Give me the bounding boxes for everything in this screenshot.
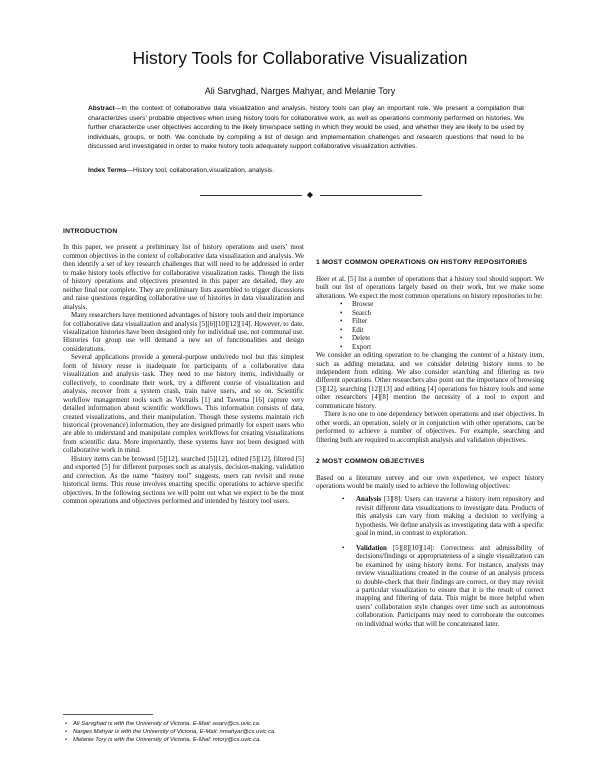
objective-name: Validation <box>356 543 387 552</box>
objective-text: [3][8]: Users can traverse a history item repository and revisit different data visualizations to investigate data. Products of this analysis can vary from making a decision to verifying a hypothesis. We define analysis as investigating data with a specific goal in mind, in contrast to exploration. <box>356 495 544 538</box>
diamond-icon: ◆ <box>306 190 314 199</box>
section-divider <box>200 190 422 200</box>
objective-name: Analysis <box>356 495 382 504</box>
intro-paragraph-3: Several applications provide a general-purpose undo/redo tool but this simplest form of history reuse is inadequate for participants of a collaborative data visualization and analysis task. They need to use history items, individually or collectively, to coordinate their work, try a different course of visualization and analysis, recover from a system crash, train naive users, and so on. Scientific workflow management tools such as Vistrails [1] and Taverna [16] capture very detailed information about scientific workflows. This information consists of data, created visualizations, and their manipulation. Though these systems maintain rich historical (provenance) information, they are designed primarily for expert users who are able to understand and manipulate complex workflows for creating visualizations from scientific data. More importantly, these systems have not been designed with collaborative work in mind. <box>63 353 304 455</box>
list-item: • Filter <box>316 317 544 325</box>
section2-intro: Based on a literature survey and our own experience, we expect history operations would be mainly used to achieve the following objectives: <box>316 473 544 490</box>
index-terms <box>88 166 524 176</box>
section2-heading: 2 MOST COMMON OBJECTIVES <box>316 458 425 466</box>
divider-line-right <box>320 195 422 196</box>
objectives-list <box>316 495 544 628</box>
footnotes <box>63 720 304 744</box>
divider-line-left <box>200 195 302 196</box>
list-item: • Edit <box>316 326 544 334</box>
list-item: • Browse <box>316 300 544 308</box>
intro-heading: INTRODUCTION <box>63 228 118 235</box>
author-list: Ali Sarvghad, Narges Mahyar, and Melanie Tory <box>204 86 396 96</box>
footnote-3: • Melanie Tory is with the University of Victoria, E-Mail: mtory@cs.uvic.ca. <box>63 736 304 744</box>
objective-text: [5][8][10][14]: Correctness and admissibility of decisions/findings or appropriateness of a single visualization can be examined by using history items. For instance, analysts may review visualizations created in the course of an analysis process to double-check that their findings are correct, or they may revisit a particular visualization to ensure that it is the result of correct mapping and filtering of data. This might be more helpful when users’ collaboration style changes over time such as autonomous collaboration. Participants may need to corroborate the outcomes on individual works that will be concatenated later. <box>356 543 544 628</box>
intro-paragraph-1: In this paper, we present a preliminary list of history operations and users’ most common objectives in the context of collaborative data visualization and analysis. We then identify a set of key research challenges that will need to be addressed in order to make history tools effective for collaborative visualization tasks. Though the lists of history operations and objectives presented in this paper are detailed, they are neither final nor complete. They are preliminary lists assembled to trigger discussions and raise questions regarding collaborative use of histories in data visualization and analysis. <box>63 243 304 311</box>
intro-paragraph-2: Many researchers have mentioned advantages of history tools and their importance for collaborative data visualization and analysis [5][6][10][12][14]. However, to date, visualization histories have been designed only for individual use, not communal use. Histories for group use will demand a new set of functionalities and design considerations. <box>63 311 304 353</box>
abstract <box>88 104 524 152</box>
paper-title: History Tools for Collaborative Visualization <box>132 48 468 68</box>
section1-paragraph-3: There is no one to one dependency between operations and user objectives. In other words, an operation, solely or in conjunction with other operations, can be performed to achieve a number of objectives. For example, searching and filtering both are required to accomplish analysis and validation objectives. <box>316 410 544 444</box>
list-item: • Export <box>316 343 544 351</box>
index-terms-label: Index Terms <box>88 167 127 174</box>
list-item: • Delete <box>316 334 544 342</box>
section1-paragraph-2: We consider an editing operation to be changing the content of a history item, such as adding metadata, and we consider deleting history items to be independent from editing. We also consider searching and filtering as two different operations. Other researchers also point out the importance of browsing [3][12], searching [12][13] and editing [4] operations for history tools and some other researchers [4][8] mention the necessity of a tool to export and communicate history. <box>316 351 544 410</box>
footnote-1: • Ali Sarvghad is with the University of Victoria, E-Mail: asarv@cs.uvic.ca. <box>63 720 304 728</box>
footnote-rule <box>63 714 153 715</box>
list-item <box>316 544 544 629</box>
operations-list <box>316 300 544 351</box>
list-item <box>316 495 544 537</box>
abstract-text: —In the context of collaborative data visualization and analysis, history tools can play an important role. We present a compilation that characterizes users’ probable objectives when using history tools for collaborative work, as well as operations commonly performed on histories. We further characterize user objectives according to the likely time/space setting in which they would be used, and whether they are likely to be used by individuals, groups, or both. We conclude by compiling a list of design and implementation challenges and research questions that need to be discussed and investigated in order to make history tools adequately support collaborative visualization activities. <box>88 105 524 151</box>
index-terms-text: —History tool, collaboration,visualization, analysis. <box>126 167 275 174</box>
section1-intro: Heer et al. [5] list a number of operations that a history tool should support. We built our list of operations largely based on their work, but we make some alterations. We expect the most common operations on history repositories to be: <box>316 275 544 300</box>
intro-paragraph-4: History items can be browsed [5][12], searched [5][12], edited [5][12], filtered [5] and exported [5] for different purposes such as analysis, decision-making, validation and correction. As the name “history tool” suggests, users can revisit and reuse historical items. This reuse involves enacting specific operations to achieve specific objectives. In the following sections we will point out what we expect to be the most common operations and objectives performed and intended by history tool users. <box>63 454 304 506</box>
left-column <box>63 228 304 506</box>
section1-heading: 1 MOST COMMON OPERATIONS ON HISTORY REPOSITORIES <box>316 259 528 266</box>
abstract-label: Abstract <box>88 105 115 112</box>
right-column <box>316 258 544 628</box>
footnote-2: • Narges Mahyar is with the University of Victoria, E-Mail: nmahyar@cs.uvic.ca. <box>63 728 304 736</box>
list-item: • Search <box>316 309 544 317</box>
